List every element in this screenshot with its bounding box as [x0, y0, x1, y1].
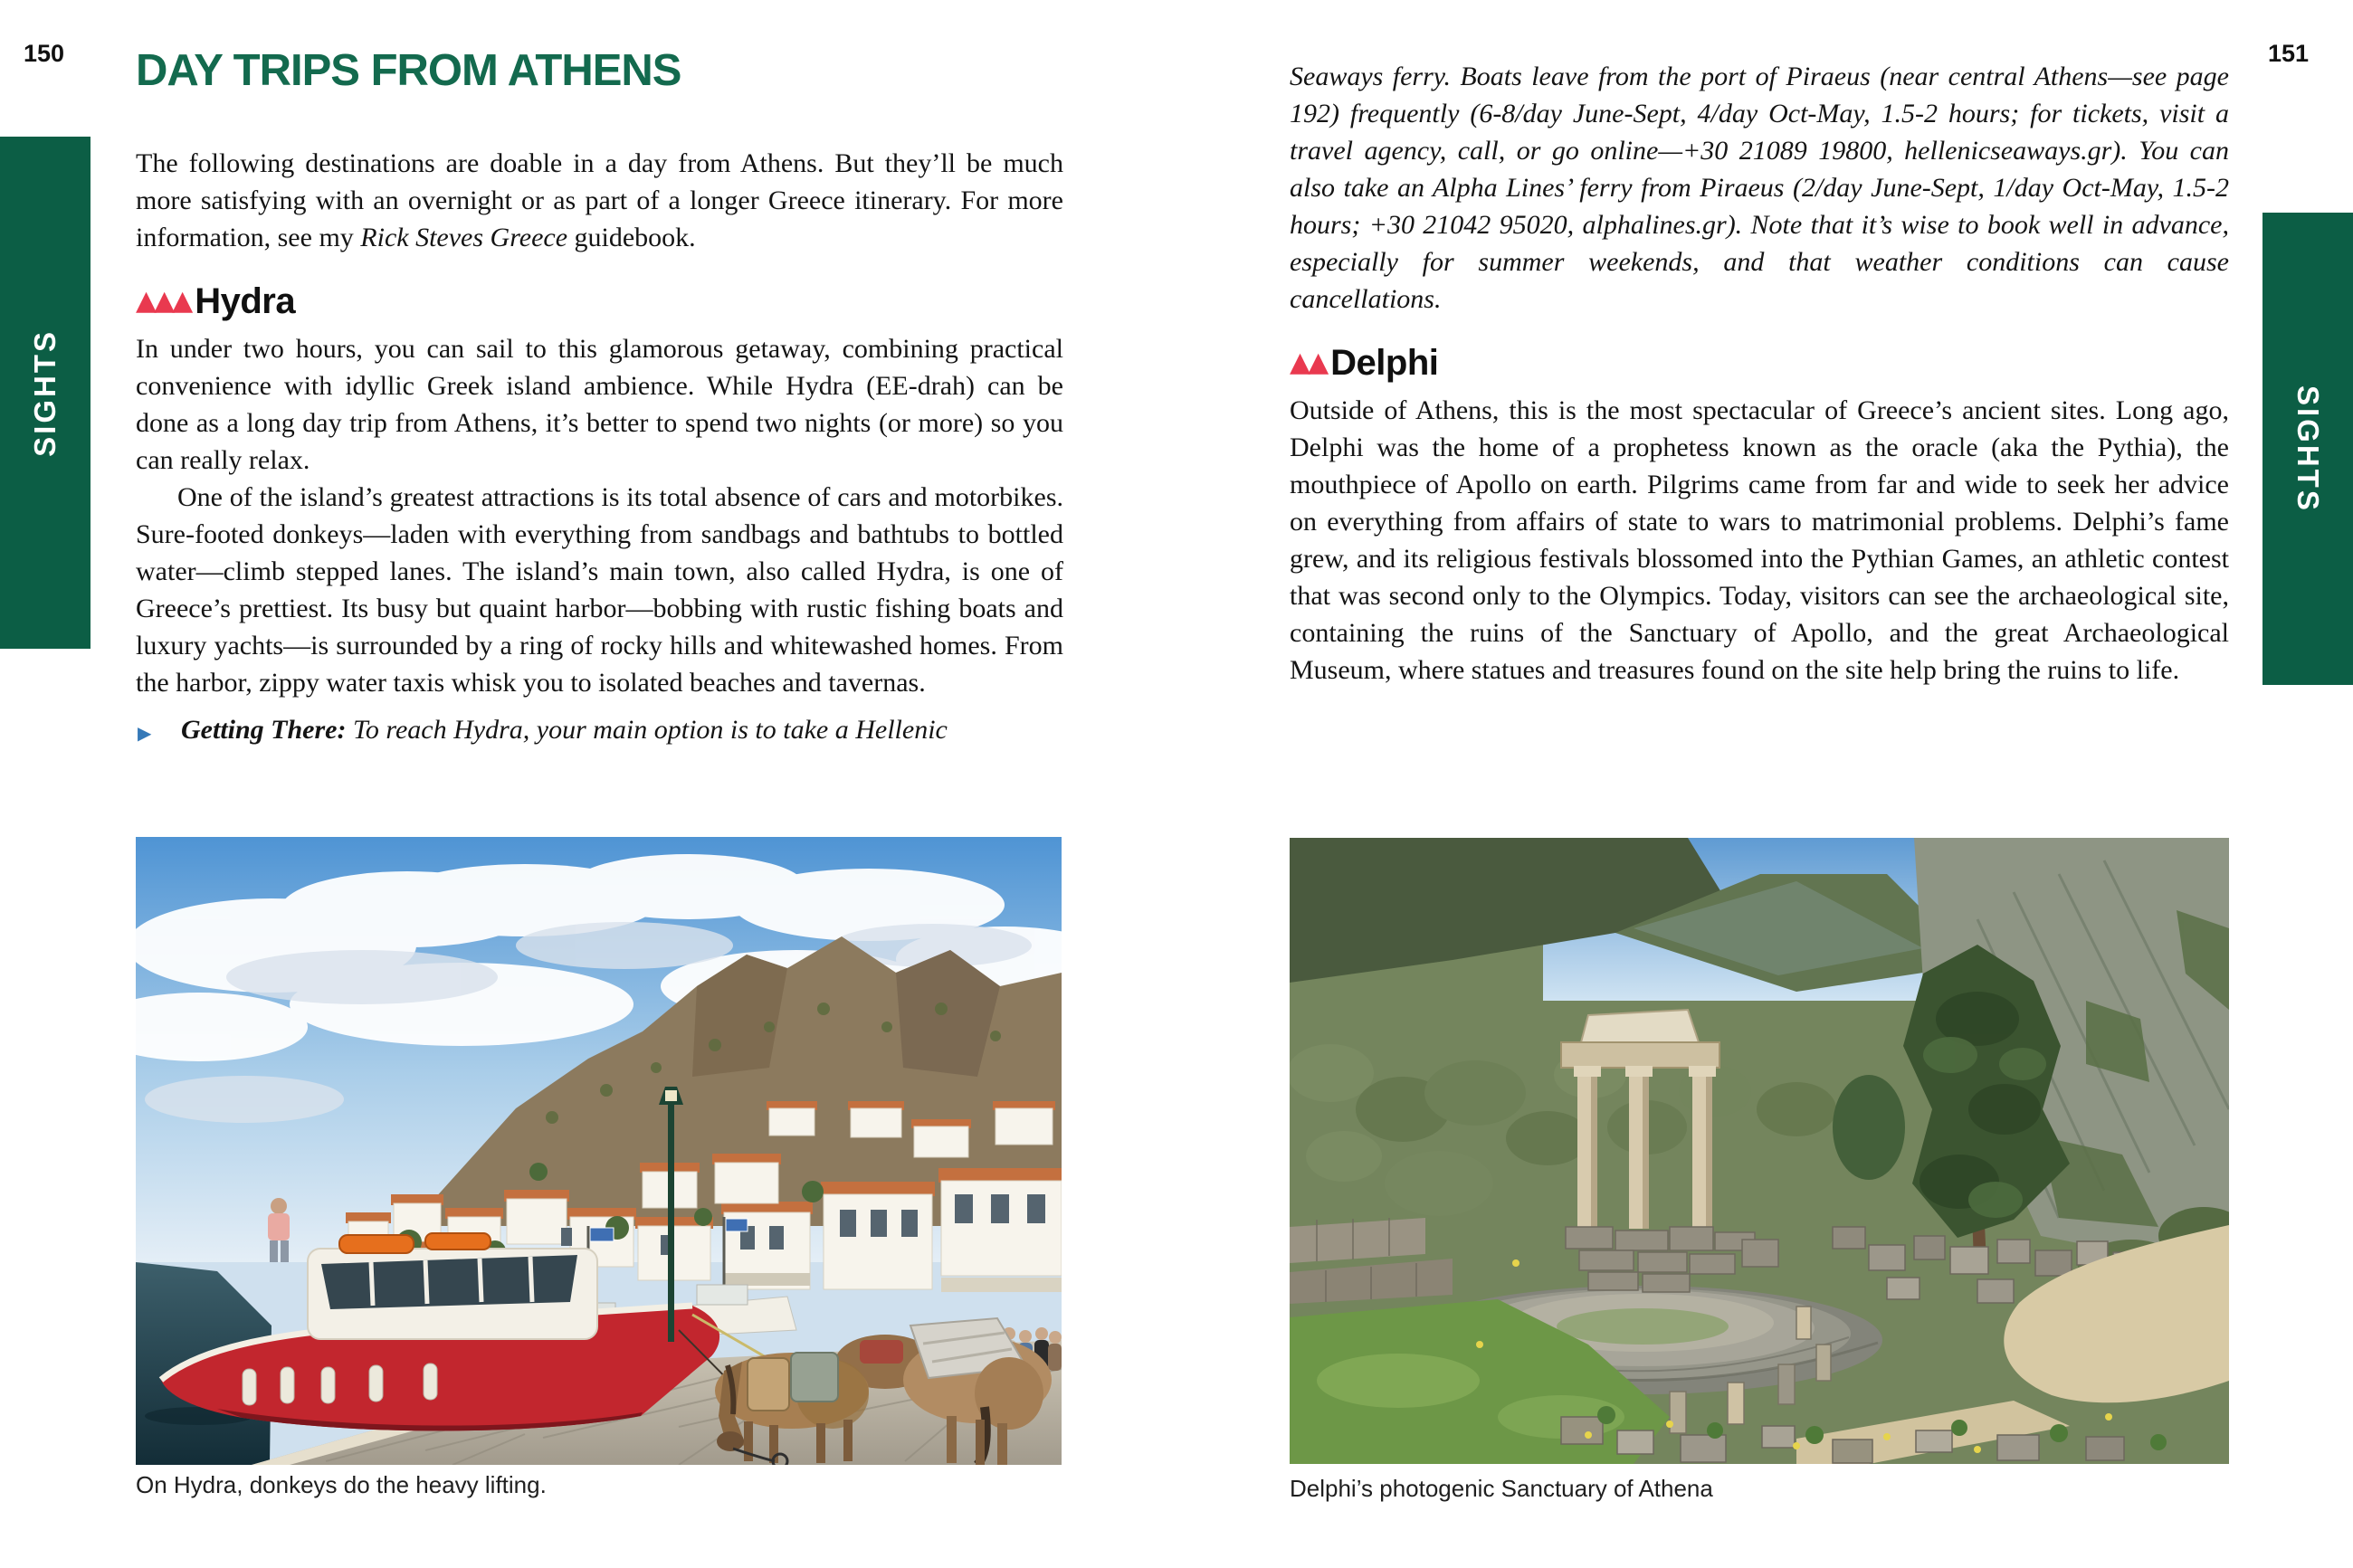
delphi-paragraph: Outside of Athens, this is the most spectacular of Greece’s ancient sites. Long ago, Delphi was the home of a prophetess known as the oracle (aka the Pythia), the mouthpiece of Apollo on earth. Pilgrims came from far and wide to seek her advice on everything from affairs of state to wars to matrimonial problems. Delphi’s fame grew, and its religious festivals blossomed into the Pythian Games, an athletic contest that was second only to the Olympics. Today, visitors can see the archaeological site, containing the ruins of the Sanctuary of Apollo, and the great Archaeological Museum, where statues and treasures found on the site help bring the ruins to life.	[1290, 395, 2229, 685]
getting-there-line	[136, 711, 1063, 748]
sights-tab-left-label: SIGHTS	[28, 328, 62, 457]
right-text-column	[1290, 58, 2229, 689]
intro-paragraph	[136, 145, 1063, 256]
hydra-heading-label: Hydra	[195, 281, 296, 321]
delphi-photo-caption: Delphi’s photogenic Sanctuary of Athena	[1290, 1475, 1713, 1502]
getting-there-text: To reach Hydra, your main option is to take a Hellenic	[346, 715, 948, 745]
sights-tab-right	[2262, 213, 2353, 685]
delphi-heading-label: Delphi	[1330, 343, 1439, 383]
page-number-left: 150	[24, 40, 65, 67]
hydra-paragraph-2: One of the island’s greatest attractions is its total absence of cars and motorbikes. Sure-footed donkeys—laden with everything from sandbags and bathtubs to bottled water—climb stepped lanes. The island’s main town, also called Hydra, is one of Greece’s prettiest. Its busy but quaint harbor—bobbing with rustic fishing boats and luxury yachts—is surrounded by a ring of rocky hills and whitewashed homes. From the harbor, zippy water taxis whisk you to isolated beaches and tavernas.	[136, 482, 1063, 698]
rating-triangles-icon: ▲▲	[1290, 347, 1327, 378]
hydra-heading	[136, 280, 1063, 322]
left-text-column	[136, 145, 1063, 748]
pointer-triangle-icon: ▶	[138, 722, 152, 744]
sights-tab-left	[0, 137, 90, 649]
getting-there-label: Getting There:	[181, 715, 347, 745]
page-title: DAY TRIPS FROM ATHENS	[136, 46, 681, 95]
rating-triangles-icon: ▲▲▲	[136, 285, 191, 317]
ferry-paragraph: Seaways ferry. Boats leave from the port of Piraeus (near central Athens—see page 192) frequently (6-8/day June-Sept, 4/day Oct-May, 1.5-2 hours; for tickets, visit a travel agency, call, or go online—+30 21089 19800, hellenicseaways.gr). You can also take an Alpha Lines’ ferry from Piraeus (2/day June-Sept, 1/day Oct-May, 1.5-2 hours; +30 21042 95020, alphalines.gr). Note that it’s wise to book well in advance, especially for summer weekends, and that weather conditions can cause cancellations.	[1290, 62, 2229, 314]
hydra-photo-caption: On Hydra, donkeys do the heavy lifting.	[136, 1471, 547, 1498]
intro-text-end: guidebook.	[567, 223, 696, 252]
delphi-heading	[1290, 342, 2229, 384]
sights-tab-right-label: SIGHTS	[2291, 385, 2325, 513]
hydra-harbor-photo	[136, 837, 1062, 1465]
intro-book-title: Rick Steves Greece	[360, 223, 568, 252]
delphi-ruins-photo	[1290, 838, 2229, 1464]
hydra-paragraph-1: In under two hours, you can sail to this glamorous getaway, combining practical convenience with idyllic Greek island ambience. While Hydra (EE-drah) can be done as a long day trip from Athens, it’s better to spend two nights (or more) so you can really relax.	[136, 334, 1063, 475]
intro-text: The following destinations are doable in a day from Athens. But they’ll be much more satisfying with an overnight or as part of a longer Greece itinerary. For more information, see my	[136, 148, 1063, 252]
page-number-right: 151	[2268, 40, 2310, 67]
